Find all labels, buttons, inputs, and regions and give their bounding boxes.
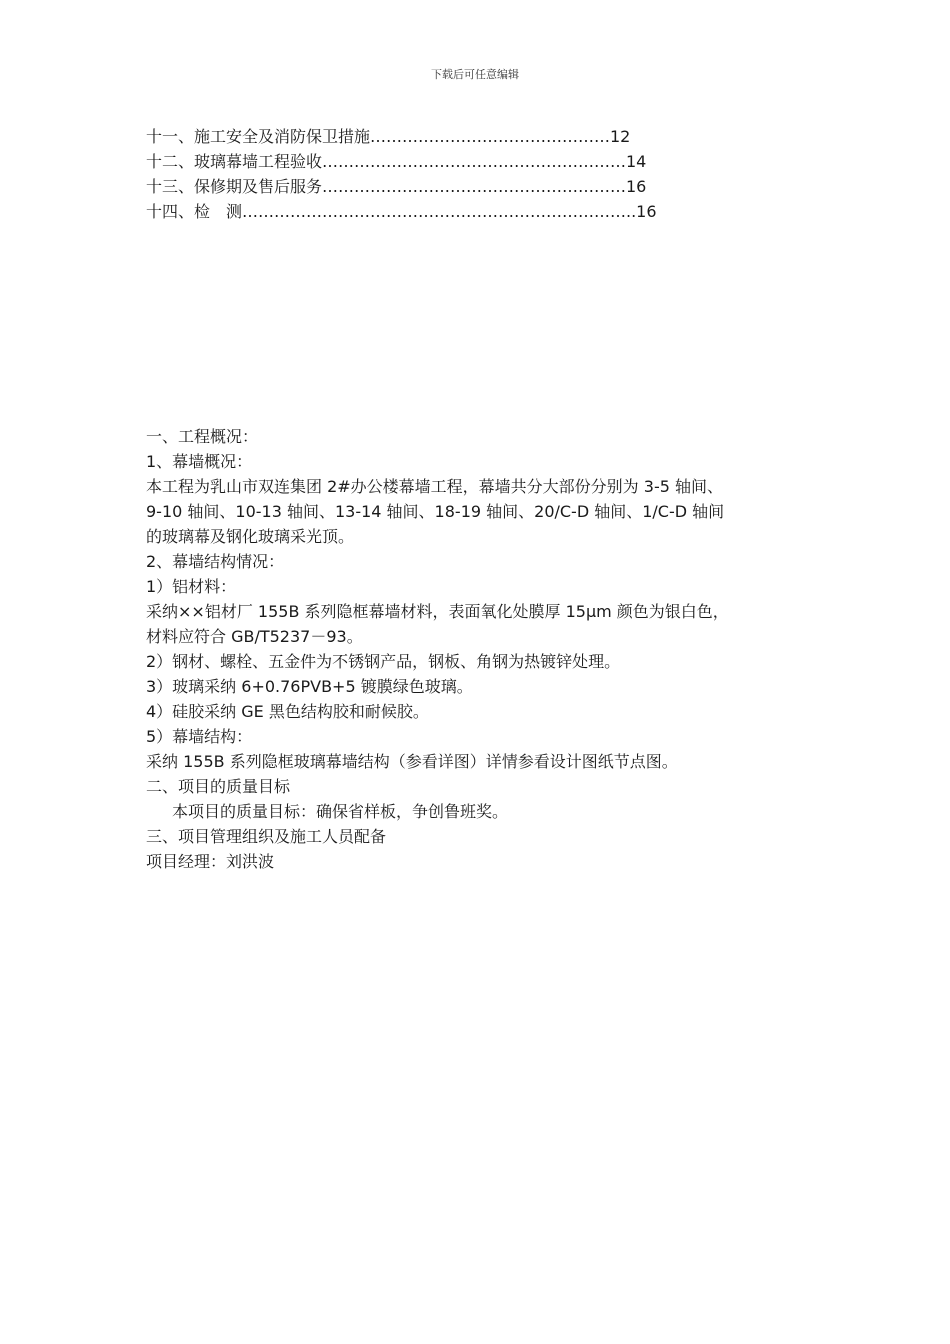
paragraph-line: 采纳××铝材厂 155B 系列隐框幕墙材料，表面氧化处膜厚 15μm 颜色为银白色， [146, 602, 729, 621]
subsection-heading: 1、幕墙概况： [146, 452, 253, 471]
list-item: 2）钢材、螺栓、五金件为不锈钢产品，钢板、角钢为热镀锌处理。 [146, 652, 621, 671]
paragraph-line: 本工程为乳山市双连集团 2#办公楼幕墙工程，幕墙共分大部份分别为 3-5 轴间、 [146, 477, 723, 496]
paragraph-line: 的玻璃幕及钢化玻璃采光顶。 [146, 527, 355, 546]
document-body [146, 424, 826, 874]
paragraph-line: 9-10 轴间、10-13 轴间、13-14 轴间、18-19 轴间、20/C-D 轴间、1/C-D 轴间 [146, 502, 725, 521]
section-heading: 三、项目管理组织及施工人员配备 [146, 827, 387, 846]
page-header-note: 下载后可任意编辑 [431, 68, 519, 81]
subsection-heading: 2、幕墙结构情况： [146, 552, 285, 571]
section-heading: 二、项目的质量目标 [146, 777, 291, 796]
toc-item[interactable]: 十四、检 测………………………………………………………………..16 [146, 202, 657, 221]
paragraph-line: 材料应符合 GB/T5237－93。 [146, 627, 363, 646]
list-item: 3）玻璃采纳 6+0.76PVB+5 镀膜绿色玻璃。 [146, 677, 473, 696]
toc-item[interactable]: 十三、保修期及售后服务…………………………………………………16 [146, 177, 647, 196]
section-heading: 一、工程概况： [146, 427, 259, 446]
toc-item[interactable]: 十二、玻璃幕墙工程验收…………………………………………………14 [146, 152, 647, 171]
list-item-title: 1）铝材料： [146, 577, 237, 596]
toc-item[interactable]: 十一、施工安全及消防保卫措施………………………………………12 [146, 127, 631, 146]
paragraph-line: 采纳 155B 系列隐框玻璃幕墙结构（参看详图）详情参看设计图纸节点图。 [146, 752, 678, 771]
list-item-title: 5）幕墙结构： [146, 727, 253, 746]
paragraph-line: 本项目的质量目标：确保省样板，争创鲁班奖。 [172, 802, 509, 821]
paragraph-line: 项目经理：刘洪波 [146, 852, 275, 871]
table-of-contents [146, 124, 746, 224]
list-item: 4）硅胶采纳 GE 黑色结构胶和耐候胶。 [146, 702, 429, 721]
